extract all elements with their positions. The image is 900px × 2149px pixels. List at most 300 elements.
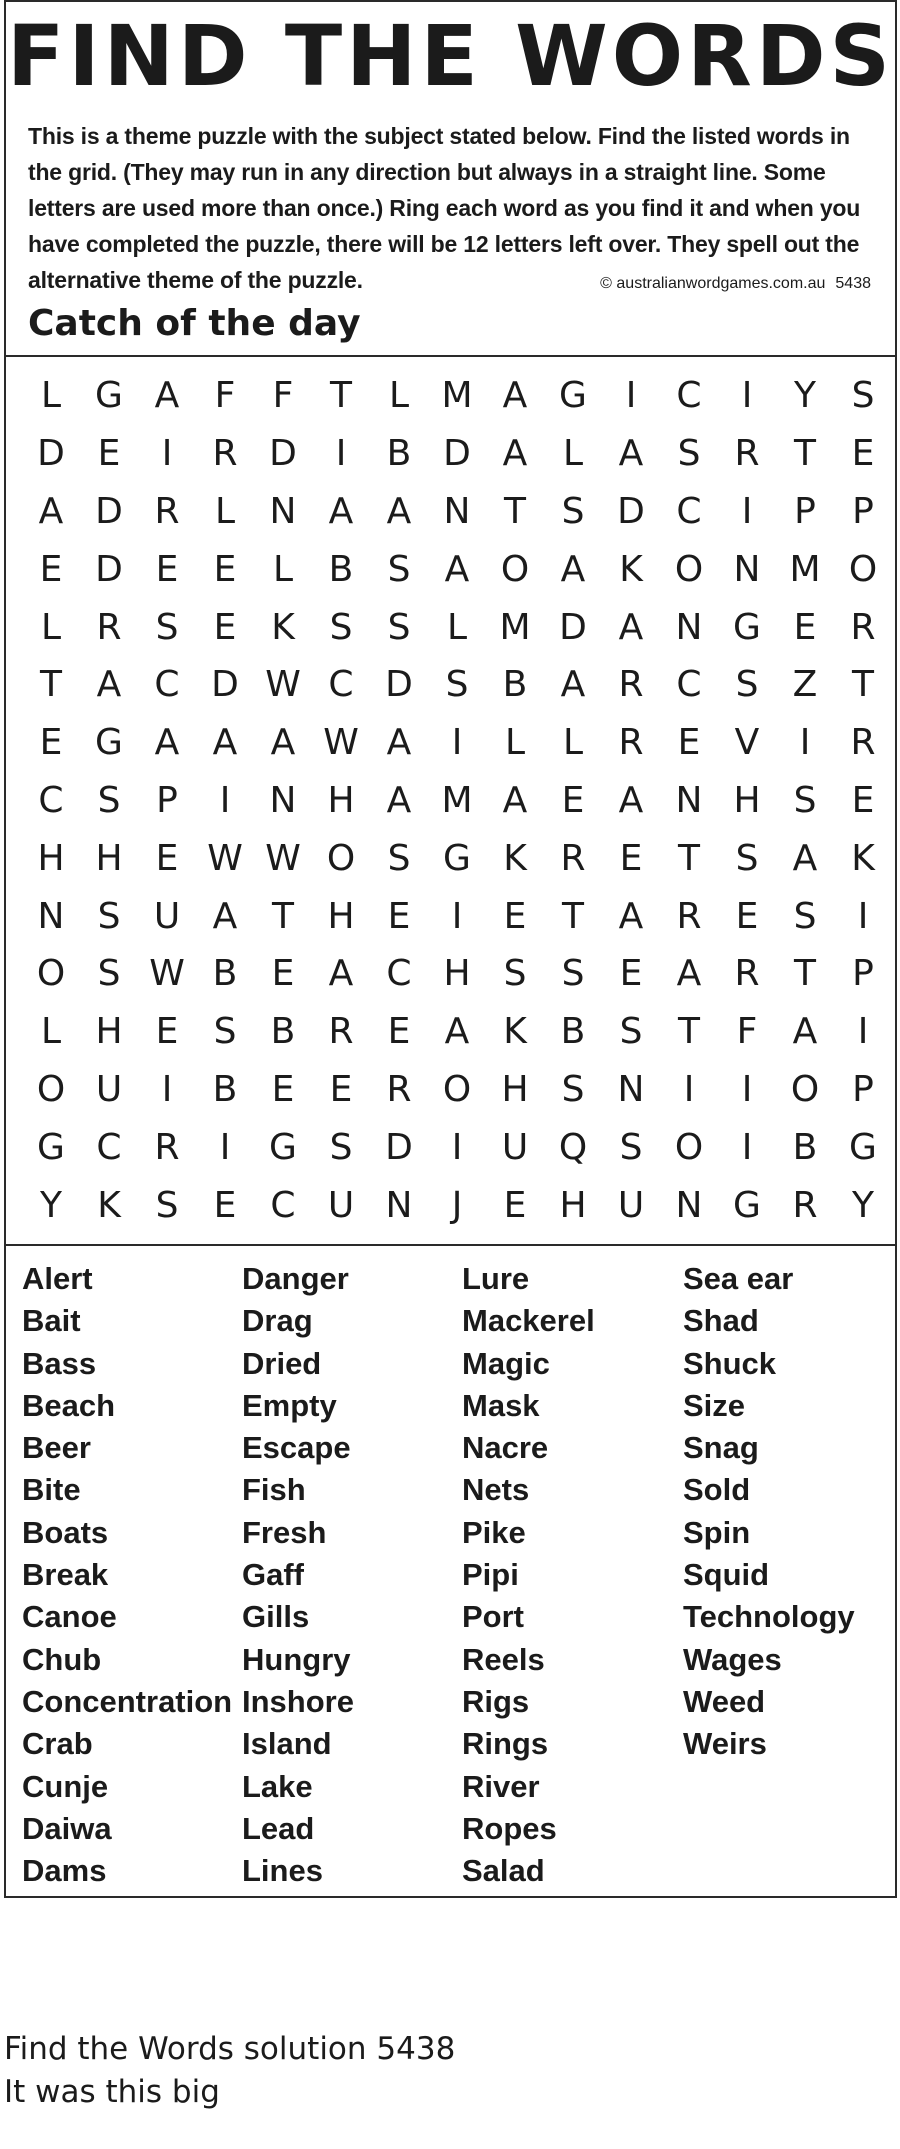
grid-letter[interactable]: H	[733, 779, 761, 821]
grid-letter[interactable]: E	[213, 548, 237, 590]
word-list	[6, 1246, 895, 1896]
word-list-column-3	[462, 1258, 595, 1892]
grid-letter[interactable]: S	[329, 1126, 353, 1168]
grid-letter[interactable]: Q	[558, 1126, 588, 1168]
grid-letter[interactable]: D	[559, 606, 587, 648]
word-list-column-1	[22, 1258, 232, 1892]
grid-letter[interactable]: N	[269, 490, 297, 532]
grid-letter[interactable]: E	[619, 953, 643, 995]
grid-letter[interactable]: G	[559, 375, 587, 417]
grid-letter[interactable]: N	[675, 606, 703, 648]
copyright-text: © australianwordgames.com.au	[600, 275, 826, 292]
grid-letter[interactable]: G	[733, 606, 761, 648]
word-list-item[interactable]: Escape	[242, 1430, 351, 1466]
grid-letter[interactable]: O	[790, 1068, 820, 1110]
grid-letter[interactable]: T	[562, 895, 584, 937]
grid-letter[interactable]: R	[560, 837, 586, 879]
grid-letter[interactable]: A	[270, 722, 296, 764]
grid-letter[interactable]: L	[214, 490, 236, 532]
word-list-item[interactable]: Sold	[683, 1472, 751, 1508]
word-list-item[interactable]: Spin	[683, 1514, 751, 1550]
grid-letter[interactable]: I	[857, 1011, 869, 1053]
word-list-item[interactable]: Pipi	[462, 1557, 519, 1593]
grid-letter[interactable]: A	[386, 722, 412, 764]
puzzle-box	[4, 0, 897, 1898]
word-list-item[interactable]: Boats	[22, 1514, 109, 1550]
grid-letter[interactable]: R	[212, 433, 238, 475]
grid-letter[interactable]: E	[271, 1068, 295, 1110]
grid-letter[interactable]: S	[793, 895, 817, 937]
grid-letter[interactable]: S	[213, 1011, 237, 1053]
grid-letter[interactable]: B	[502, 664, 528, 706]
word-list-item[interactable]: Reels	[462, 1641, 545, 1677]
letter-grid	[22, 367, 892, 1234]
word-list-item[interactable]: Squid	[683, 1557, 770, 1593]
grid-letter[interactable]: B	[560, 1011, 586, 1053]
grid-letter[interactable]: R	[792, 1184, 818, 1226]
word-list-item[interactable]: River	[462, 1768, 540, 1804]
grid-letter[interactable]: S	[97, 895, 121, 937]
grid-letter[interactable]: I	[335, 433, 347, 475]
grid-letter[interactable]: N	[269, 779, 297, 821]
grid-letter[interactable]: Y	[40, 1184, 62, 1226]
grid-letter[interactable]: G	[849, 1126, 877, 1168]
grid-letter[interactable]: A	[154, 375, 180, 417]
puzzle-header	[6, 2, 895, 357]
word-list-item[interactable]: Port	[462, 1599, 524, 1635]
word-list-item[interactable]: Rings	[462, 1726, 549, 1762]
grid-letter[interactable]: A	[676, 953, 702, 995]
word-list-item[interactable]: Bait	[22, 1303, 81, 1339]
word-list-item[interactable]: Drag	[242, 1303, 313, 1339]
grid-letter[interactable]: A	[618, 779, 644, 821]
grid-letter[interactable]: C	[154, 664, 180, 706]
grid-letter[interactable]: A	[502, 375, 528, 417]
word-list-item[interactable]: Beer	[22, 1430, 91, 1466]
grid-letter[interactable]: L	[40, 1011, 62, 1053]
grid-letter[interactable]: I	[451, 895, 463, 937]
grid-letter[interactable]: S	[619, 1011, 643, 1053]
grid-letter[interactable]: Y	[852, 1184, 874, 1226]
grid-letter[interactable]: H	[95, 1011, 123, 1053]
grid-letter[interactable]: D	[617, 490, 645, 532]
word-list-item[interactable]: Canoe	[22, 1599, 117, 1635]
grid-letter[interactable]: T	[678, 1011, 700, 1053]
grid-letter[interactable]: R	[386, 1068, 412, 1110]
solution-footer	[4, 2028, 455, 2114]
word-list-item[interactable]: Mackerel	[462, 1303, 595, 1339]
grid-letter[interactable]: U	[95, 1068, 123, 1110]
grid-letter[interactable]: A	[328, 490, 354, 532]
grid-letter[interactable]: D	[443, 433, 471, 475]
grid-letter[interactable]: M	[789, 548, 821, 590]
grid-letter[interactable]: I	[857, 895, 869, 937]
word-list-item[interactable]: Ropes	[462, 1810, 557, 1846]
grid-letter[interactable]: L	[388, 375, 410, 417]
grid-letter[interactable]: O	[848, 548, 878, 590]
word-list-item[interactable]: Concentration	[22, 1683, 233, 1719]
word-list-item[interactable]: Nacre	[462, 1430, 549, 1466]
grid-letter[interactable]: I	[741, 375, 753, 417]
grid-letter[interactable]: I	[451, 1126, 463, 1168]
grid-letter[interactable]: A	[212, 895, 238, 937]
grid-letter[interactable]: V	[734, 722, 760, 764]
word-list-item[interactable]: Size	[683, 1387, 746, 1423]
grid-letter[interactable]: B	[792, 1126, 818, 1168]
grid-letter[interactable]: T	[40, 664, 62, 706]
grid-letter[interactable]: S	[735, 837, 759, 879]
grid-letter[interactable]: E	[155, 548, 179, 590]
grid-letter[interactable]: O	[36, 953, 66, 995]
grid-letter[interactable]: I	[741, 1068, 753, 1110]
solution-caption: Find the Words solution 5438	[4, 2031, 456, 2067]
grid-letter[interactable]: S	[155, 1184, 179, 1226]
grid-letter[interactable]: L	[446, 606, 468, 648]
word-list-item[interactable]: Crab	[22, 1726, 93, 1762]
grid-letter[interactable]: N	[37, 895, 65, 937]
grid-letter[interactable]: I	[683, 1068, 695, 1110]
grid-letter[interactable]: S	[677, 433, 701, 475]
grid-letter[interactable]: A	[502, 433, 528, 475]
grid-letter[interactable]: S	[97, 779, 121, 821]
grid-letter[interactable]: C	[676, 490, 702, 532]
grid-letter[interactable]: G	[37, 1126, 65, 1168]
grid-letter[interactable]: T	[504, 490, 526, 532]
grid-letter[interactable]: H	[559, 1184, 587, 1226]
grid-letter[interactable]: H	[37, 837, 65, 879]
grid-letter[interactable]: M	[441, 779, 473, 821]
grid-letter[interactable]: U	[617, 1184, 645, 1226]
grid-letter[interactable]: S	[619, 1126, 643, 1168]
word-list-item[interactable]: Lake	[242, 1768, 313, 1804]
grid-letter[interactable]: D	[385, 1126, 413, 1168]
grid-letter[interactable]: A	[560, 548, 586, 590]
puzzle-number: 5438	[835, 275, 871, 292]
word-list-item[interactable]: Cunje	[22, 1768, 109, 1804]
grid-letter[interactable]: K	[271, 606, 295, 648]
word-list-item[interactable]: Fish	[242, 1472, 306, 1508]
grid-letter[interactable]: A	[386, 779, 412, 821]
grid-letter[interactable]: R	[676, 895, 702, 937]
grid-letter[interactable]: E	[39, 548, 63, 590]
grid-letter[interactable]: O	[326, 837, 356, 879]
word-list-item[interactable]: Shad	[683, 1303, 759, 1339]
grid-letter[interactable]: L	[562, 433, 584, 475]
grid-letter[interactable]: E	[793, 606, 817, 648]
grid-letter[interactable]: H	[327, 895, 355, 937]
grid-letter[interactable]: D	[211, 664, 239, 706]
grid-letter[interactable]: E	[155, 1011, 179, 1053]
grid-letter[interactable]: H	[95, 837, 123, 879]
word-list-item[interactable]: Daiwa	[22, 1810, 112, 1846]
grid-letter[interactable]: S	[387, 837, 411, 879]
letter-grid-area	[6, 355, 895, 1246]
word-list-item[interactable]: Alert	[22, 1261, 93, 1296]
word-list-item[interactable]: Salad	[462, 1853, 545, 1889]
grid-letter[interactable]: I	[741, 490, 753, 532]
grid-letter[interactable]: C	[676, 664, 702, 706]
word-list-item[interactable]: Lure	[462, 1261, 530, 1296]
grid-letter[interactable]: A	[38, 490, 64, 532]
grid-letter[interactable]: C	[270, 1184, 296, 1226]
grid-letter[interactable]: S	[329, 606, 353, 648]
grid-letter[interactable]: B	[386, 433, 412, 475]
grid-letter[interactable]: H	[443, 953, 471, 995]
grid-letter[interactable]: S	[445, 664, 469, 706]
word-list-item[interactable]: Empty	[242, 1387, 337, 1423]
grid-letter[interactable]: S	[561, 490, 585, 532]
grid-letter[interactable]: A	[792, 1011, 818, 1053]
grid-letter[interactable]: P	[852, 953, 874, 995]
grid-letter[interactable]: O	[674, 548, 704, 590]
grid-letter[interactable]: A	[386, 490, 412, 532]
grid-letter[interactable]: T	[794, 433, 816, 475]
word-list-item[interactable]: Fresh	[242, 1514, 327, 1550]
grid-letter[interactable]: I	[219, 1126, 231, 1168]
grid-letter[interactable]: S	[387, 606, 411, 648]
grid-letter[interactable]: E	[329, 1068, 353, 1110]
grid-letter[interactable]: N	[617, 1068, 645, 1110]
grid-letter[interactable]: O	[442, 1068, 472, 1110]
grid-letter[interactable]: L	[272, 548, 294, 590]
word-list-column-2	[242, 1258, 354, 1892]
grid-letter[interactable]: N	[675, 779, 703, 821]
word-list-item[interactable]: Technology	[683, 1599, 855, 1635]
word-list-item[interactable]: Island	[242, 1726, 332, 1762]
grid-letter[interactable]: E	[735, 895, 759, 937]
word-list-item[interactable]: Break	[22, 1557, 109, 1593]
grid-letter[interactable]: A	[618, 895, 644, 937]
word-list-item[interactable]: Nets	[462, 1472, 530, 1508]
grid-letter[interactable]: D	[37, 433, 65, 475]
grid-letter[interactable]: S	[735, 664, 759, 706]
word-list-item[interactable]: Weed	[683, 1683, 766, 1719]
grid-letter[interactable]: S	[155, 606, 179, 648]
grid-letter[interactable]: C	[676, 375, 702, 417]
grid-letter[interactable]: E	[677, 722, 701, 764]
word-list-item[interactable]: Wages	[683, 1641, 782, 1677]
grid-letter[interactable]: S	[97, 953, 121, 995]
size-caption: It was this big	[4, 2074, 220, 2110]
grid-letter[interactable]: B	[270, 1011, 296, 1053]
grid-letter[interactable]: E	[213, 1184, 237, 1226]
word-list-item[interactable]: Lead	[242, 1810, 315, 1846]
grid-letter[interactable]: G	[95, 722, 123, 764]
grid-letter[interactable]: Y	[794, 375, 816, 417]
grid-letter[interactable]: C	[96, 1126, 122, 1168]
grid-letter[interactable]: R	[850, 606, 876, 648]
grid-letter[interactable]: D	[95, 548, 123, 590]
grid-letter[interactable]: F	[736, 1011, 758, 1053]
puzzle-instructions: This is a theme puzzle with the subject stated below. Find the listed words in the grid. (They may run in any direction but always in a straight line. Some letters are used more than once.) Ring each word as you find it and when you have completed the puzzle, there will be 12 letters left over. They spell out the alternative theme of the puzzle.	[28, 123, 861, 293]
grid-letter[interactable]: A	[96, 664, 122, 706]
grid-letter[interactable]: J	[451, 1184, 463, 1226]
grid-letter[interactable]: K	[503, 1011, 527, 1053]
grid-letter[interactable]: L	[504, 722, 526, 764]
grid-letter[interactable]: K	[97, 1184, 121, 1226]
grid-letter[interactable]: D	[385, 664, 413, 706]
grid-letter[interactable]: P	[852, 490, 874, 532]
grid-letter[interactable]: T	[678, 837, 700, 879]
grid-letter[interactable]: G	[733, 1184, 761, 1226]
grid-letter[interactable]: E	[851, 433, 875, 475]
grid-letter[interactable]: I	[625, 375, 637, 417]
grid-letter[interactable]: A	[154, 722, 180, 764]
word-list-item[interactable]: Beach	[22, 1387, 116, 1423]
grid-letter[interactable]: A	[444, 1011, 470, 1053]
grid-letter[interactable]: K	[851, 837, 875, 879]
grid-letter[interactable]: E	[387, 1011, 411, 1053]
grid-letter[interactable]: C	[386, 953, 412, 995]
grid-letter[interactable]: A	[618, 606, 644, 648]
grid-letter[interactable]: O	[36, 1068, 66, 1110]
grid-letter[interactable]: E	[155, 837, 179, 879]
grid-letter[interactable]: U	[153, 895, 181, 937]
grid-letter[interactable]: S	[851, 375, 875, 417]
puzzle-subject: Catch of the day	[28, 303, 361, 344]
grid-letter[interactable]: R	[850, 722, 876, 764]
grid-letter[interactable]: G	[95, 375, 123, 417]
grid-letter[interactable]: N	[443, 490, 471, 532]
word-list-item[interactable]: Chub	[22, 1641, 102, 1677]
grid-letter[interactable]: U	[327, 1184, 355, 1226]
grid-letter[interactable]: U	[501, 1126, 529, 1168]
grid-letter[interactable]: W	[323, 722, 359, 764]
grid-letter[interactable]: C	[38, 779, 64, 821]
grid-letter[interactable]: O	[500, 548, 530, 590]
grid-letter[interactable]: T	[330, 375, 352, 417]
grid-letter[interactable]: R	[154, 1126, 180, 1168]
grid-letter[interactable]: A	[444, 548, 470, 590]
word-list-item[interactable]: Bass	[22, 1345, 97, 1381]
grid-letter[interactable]: I	[219, 779, 231, 821]
copyright-line	[600, 274, 871, 294]
grid-letter[interactable]: B	[328, 548, 354, 590]
grid-letter[interactable]: F	[272, 375, 294, 417]
grid-letter[interactable]: S	[503, 953, 527, 995]
grid-letter[interactable]: A	[328, 953, 354, 995]
grid-letter[interactable]: M	[441, 375, 473, 417]
grid-letter[interactable]: A	[792, 837, 818, 879]
grid-letter[interactable]: E	[97, 433, 121, 475]
grid-letter[interactable]: A	[618, 433, 644, 475]
grid-letter[interactable]: A	[560, 664, 586, 706]
grid-letter[interactable]: E	[271, 953, 295, 995]
grid-letter[interactable]: I	[799, 722, 811, 764]
grid-letter[interactable]: G	[443, 837, 471, 879]
grid-letter[interactable]: N	[385, 1184, 413, 1226]
grid-letter[interactable]: W	[207, 837, 243, 879]
grid-letter[interactable]: W	[149, 953, 185, 995]
grid-letter[interactable]: W	[265, 664, 301, 706]
grid-letter[interactable]: O	[674, 1126, 704, 1168]
grid-letter[interactable]: I	[451, 722, 463, 764]
grid-letter[interactable]: D	[269, 433, 297, 475]
grid-letter[interactable]: K	[619, 548, 643, 590]
grid-letter[interactable]: F	[214, 375, 236, 417]
word-list-item[interactable]: Pike	[462, 1514, 526, 1550]
grid-letter[interactable]: H	[327, 779, 355, 821]
grid-letter[interactable]: M	[499, 606, 531, 648]
word-list-item[interactable]: Magic	[462, 1345, 550, 1381]
grid-letter[interactable]: R	[154, 490, 180, 532]
grid-letter[interactable]: E	[39, 722, 63, 764]
word-list-item[interactable]: Hungry	[242, 1641, 351, 1677]
grid-letter[interactable]: Z	[792, 664, 818, 706]
grid-letter[interactable]: G	[269, 1126, 297, 1168]
word-list-item[interactable]: Rigs	[462, 1683, 530, 1719]
word-list-item[interactable]: Mask	[462, 1387, 540, 1423]
grid-letter[interactable]: E	[619, 837, 643, 879]
word-list-item[interactable]: Danger	[242, 1261, 349, 1296]
grid-letter[interactable]: S	[387, 548, 411, 590]
word-list-column-4	[683, 1258, 855, 1766]
grid-letter[interactable]: E	[213, 606, 237, 648]
grid-letter[interactable]: I	[161, 1068, 173, 1110]
puzzle-title: FIND THE WORDS	[6, 7, 895, 105]
word-list-item[interactable]: Gills	[242, 1599, 310, 1635]
word-list-item[interactable]: Bite	[22, 1472, 81, 1508]
grid-letter[interactable]: E	[503, 1184, 527, 1226]
grid-letter[interactable]: N	[733, 548, 761, 590]
grid-letter[interactable]: E	[851, 779, 875, 821]
grid-letter[interactable]: R	[734, 953, 760, 995]
grid-letter[interactable]: R	[328, 1011, 354, 1053]
grid-letter[interactable]: T	[794, 953, 816, 995]
word-list-item[interactable]: Shuck	[683, 1345, 777, 1381]
grid-letter[interactable]: L	[562, 722, 584, 764]
grid-letter[interactable]: R	[618, 664, 644, 706]
grid-letter[interactable]: E	[503, 895, 527, 937]
grid-letter[interactable]: P	[794, 490, 816, 532]
grid-letter[interactable]: S	[561, 1068, 585, 1110]
grid-letter[interactable]: I	[161, 433, 173, 475]
grid-letter[interactable]: S	[561, 953, 585, 995]
grid-letter[interactable]: D	[95, 490, 123, 532]
grid-letter[interactable]: L	[40, 375, 62, 417]
word-list-item[interactable]: Sea ear	[683, 1261, 794, 1296]
grid-letter[interactable]: W	[265, 837, 301, 879]
grid-letter[interactable]: S	[793, 779, 817, 821]
grid-letter[interactable]: C	[328, 664, 354, 706]
grid-letter[interactable]: R	[734, 433, 760, 475]
grid-letter[interactable]: T	[852, 664, 874, 706]
grid-letter[interactable]: I	[741, 1126, 753, 1168]
grid-letter[interactable]: N	[675, 1184, 703, 1226]
grid-letter[interactable]: E	[387, 895, 411, 937]
word-list-item[interactable]: Gaff	[242, 1557, 304, 1593]
grid-letter[interactable]: E	[561, 779, 585, 821]
grid-letter[interactable]: P	[852, 1068, 874, 1110]
grid-letter[interactable]: T	[272, 895, 294, 937]
grid-letter[interactable]: A	[212, 722, 238, 764]
grid-letter[interactable]: K	[503, 837, 527, 879]
grid-letter[interactable]: P	[156, 779, 178, 821]
word-list-item[interactable]: Inshore	[242, 1683, 354, 1719]
word-list-item[interactable]: Lines	[242, 1853, 323, 1889]
grid-letter[interactable]: H	[501, 1068, 529, 1110]
grid-letter[interactable]: B	[212, 953, 238, 995]
word-list-item[interactable]: Dried	[242, 1345, 322, 1381]
grid-letter[interactable]: B	[212, 1068, 238, 1110]
word-list-item[interactable]: Snag	[683, 1430, 759, 1466]
word-list-item[interactable]: Dams	[22, 1853, 107, 1889]
grid-letter[interactable]: L	[40, 606, 62, 648]
grid-letter[interactable]: R	[96, 606, 122, 648]
word-list-item[interactable]: Weirs	[683, 1726, 767, 1762]
grid-letter[interactable]: R	[618, 722, 644, 764]
grid-letter[interactable]: A	[502, 779, 528, 821]
